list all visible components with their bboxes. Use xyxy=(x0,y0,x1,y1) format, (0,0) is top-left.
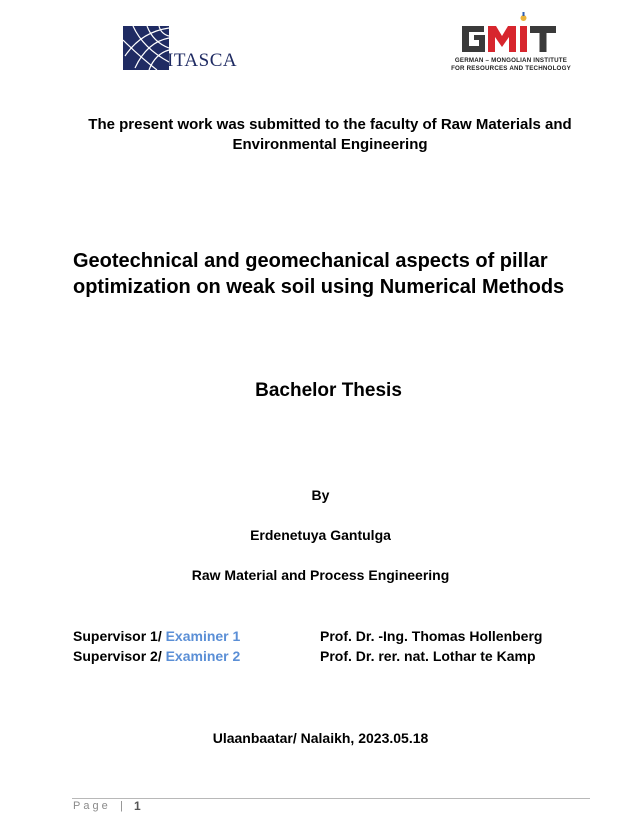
supervisor-role: Supervisor 2/ xyxy=(73,648,166,664)
page-separator: | xyxy=(120,800,123,812)
gmit-subtitle-line2: FOR RESOURCES AND TECHNOLOGY xyxy=(451,65,571,72)
page-number: 1 xyxy=(134,799,141,813)
footer-divider xyxy=(72,798,590,799)
supervisor-name: Prof. Dr. rer. nat. Lothar te Kamp xyxy=(320,648,536,664)
page-label: Page xyxy=(73,800,111,812)
supervisor-row-1 xyxy=(73,626,543,646)
study-program: Raw Material and Process Engineering xyxy=(191,567,450,583)
author-name: Erdenetuya Gantulga xyxy=(250,527,391,543)
examiner-label: Examiner 1 xyxy=(165,628,241,644)
by-label: By xyxy=(311,487,330,503)
gmit-logo-icon xyxy=(460,12,564,58)
document-type: Bachelor Thesis xyxy=(255,380,402,401)
supervisor-role: Supervisor 1/ xyxy=(73,628,166,644)
supervisor-row-2 xyxy=(73,646,536,666)
place-and-date: Ulaanbaatar/ Nalaikh, 2023.05.18 xyxy=(212,730,429,746)
thesis-title: Geotechnical and geomechanical aspects of pillar optimization on weak soil using Numerical Methods xyxy=(73,250,565,298)
itasca-logo-text: ITASCA xyxy=(167,50,238,71)
gmit-subtitle-line1: GERMAN – MONGOLIAN INSTITUTE xyxy=(454,57,568,64)
examiner-label: Examiner 2 xyxy=(165,648,241,664)
supervisor-name: Prof. Dr. -Ing. Thomas Hollenberg xyxy=(320,628,543,644)
submission-statement: The present work was submitted to the faculty of Raw Materials and Environmental Engineering xyxy=(88,116,572,153)
